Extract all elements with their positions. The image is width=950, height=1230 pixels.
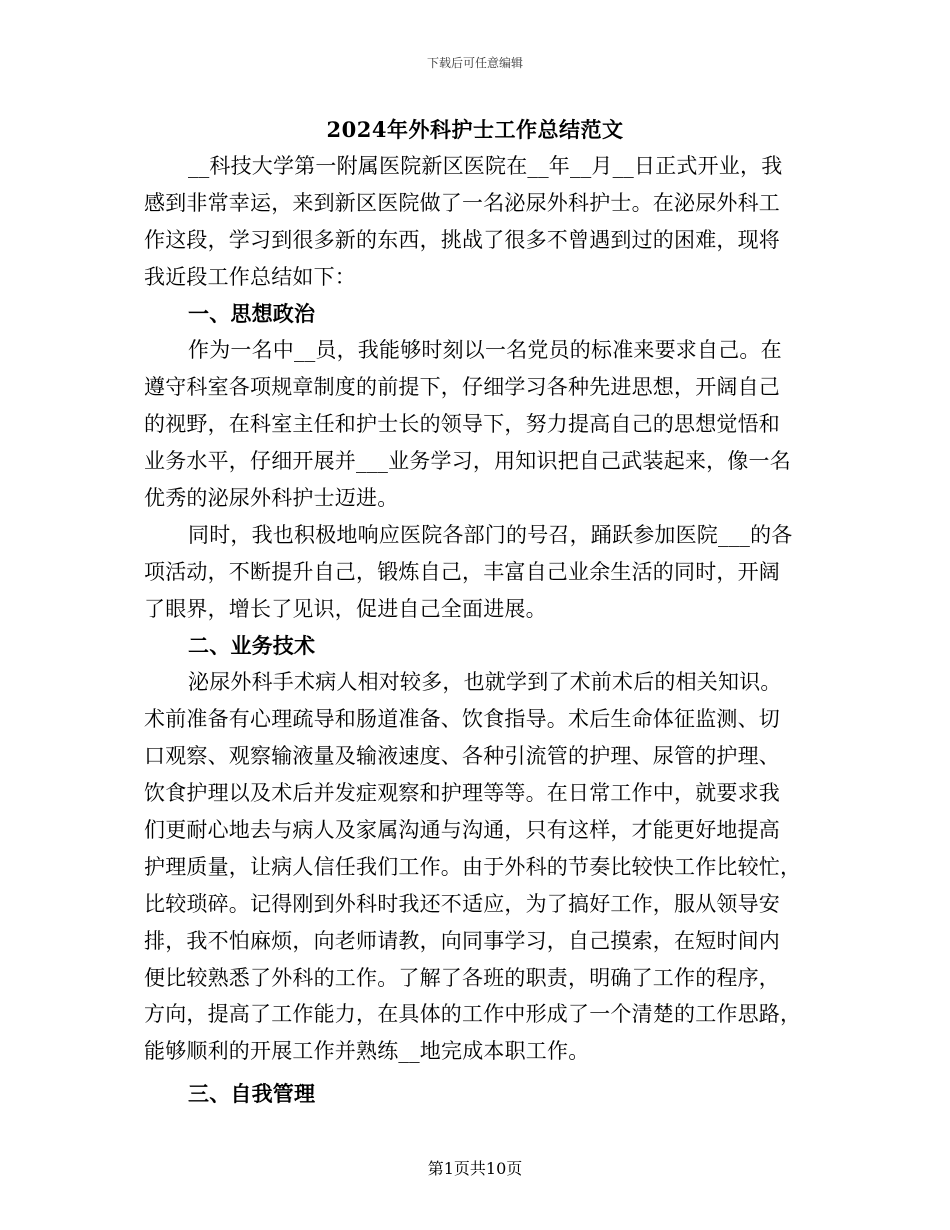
body-text-line: 饮食护理以及术后并发症观察和护理等等。在日常工作中，就要求我	[144, 781, 780, 806]
body-text-line: 泌尿外科手术病人相对较多，也就学到了术前术后的相关知识。	[188, 670, 782, 695]
section-heading: 二、业务技术	[188, 632, 316, 658]
body-text-line: 的视野，在科室主任和护士长的领导下，努力提高自己的思想觉悟和	[144, 412, 780, 437]
body-text-line: 感到非常幸运，来到新区医院做了一名泌尿外科护士。在泌尿外科工	[144, 190, 780, 215]
body-text-line: 口观察、观察输液量及输液速度、各种引流管的护理、尿管的护理、	[144, 744, 780, 769]
page-number-footer: 第1页共10页	[427, 1159, 523, 1178]
body-text-line: 术前准备有心理疏导和肠道准备、饮食指导。术后生命体征监测、切	[144, 707, 780, 732]
body-text-line: 了眼界，增长了见识，促进自己全面进展。	[144, 596, 547, 621]
body-text-line: 能够顺利的开展工作并熟练__地完成本职工作。	[144, 1039, 590, 1064]
body-text-line: __科技大学第一附属医院新区医院在__年__月__日正式开业，我	[188, 154, 783, 178]
body-text-line: 方向，提高了工作能力，在具体的工作中形成了一个清楚的工作思路，	[144, 1002, 802, 1027]
body-text-line: 作为一名中__员，我能够时刻以一名党员的标准来要求自己。在	[188, 338, 782, 363]
body-text-line: 我近段工作总结如下：	[144, 264, 356, 289]
body-text-line: 优秀的泌尿外科护士迈进。	[144, 486, 399, 511]
body-text-line: 护理质量，让病人信任我们工作。由于外科的节奏比较快工作比较忙，	[144, 854, 802, 879]
document-body	[144, 148, 808, 1113]
body-text-line: 遵守科室各项规章制度的前提下，仔细学习各种先进思想，开阔自己	[144, 375, 780, 400]
section-heading: 一、思想政治	[188, 300, 316, 326]
body-text-line: 项活动，不断提升自己，锻炼自己，丰富自己业余生活的同时，开阔	[144, 559, 780, 584]
body-text-line: 排，我不怕麻烦，向老师请教，向同事学习，自己摸索，在短时间内	[144, 928, 780, 953]
body-text-line: 同时，我也积极地响应医院各部门的号召，踊跃参加医院___的各	[188, 522, 793, 547]
document-title: 2024年外科护士工作总结范文	[326, 117, 624, 142]
header-note: 下载后可任意编辑	[426, 56, 523, 70]
body-text-line: 作这段，学习到很多新的东西，挑战了很多不曾遇到过的困难，现将	[144, 227, 780, 252]
section-heading: 三、自我管理	[188, 1081, 316, 1107]
body-text-line: 业务水平，仔细开展并___业务学习，用知识把自己武装起来，像一名	[144, 449, 791, 474]
body-text-line: 便比较熟悉了外科的工作。了解了各班的职责，明确了工作的程序，	[144, 965, 780, 990]
body-text-line: 比较琐碎。记得刚到外科时我还不适应，为了搞好工作，服从领导安	[144, 891, 780, 916]
body-text-line: 们更耐心地去与病人及家属沟通与沟通，只有这样，才能更好地提高	[144, 818, 780, 843]
